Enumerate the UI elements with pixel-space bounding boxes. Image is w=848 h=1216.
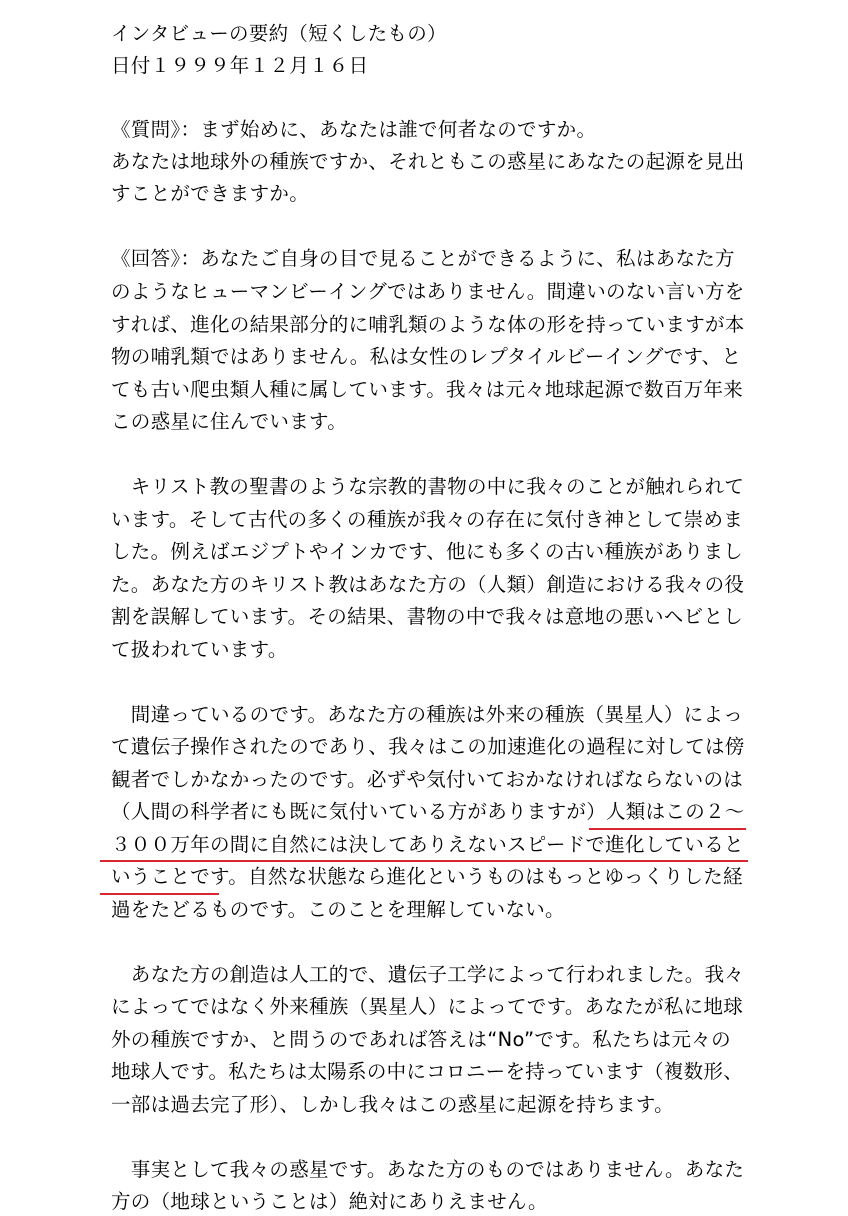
answer-line: 外の種族ですか、と問うのであれば答えは“No”です。私たちは元々の bbox=[111, 1028, 731, 1051]
document-title: インタビューの要約（短くしたもの） bbox=[111, 22, 447, 45]
answer-line: 割を誤解しています。その結果、書物の中で我々は意地の悪いヘビとし bbox=[111, 605, 744, 628]
answer-line: あなた方の創造は人工的で、遺伝子工学によって行われました。我々 bbox=[111, 963, 745, 986]
answer-line: た。あなた方のキリスト教はあなた方の（人類）創造における我々の役 bbox=[111, 573, 745, 596]
question-line: 《質問》：まず始めに、あなたは誰で何者なのですか。 bbox=[111, 118, 597, 141]
answer-line: によってではなく外来種族（異星人）によってです。あなたが私に地球 bbox=[111, 995, 744, 1018]
answer-line: いうことです。自然な状態なら進化というものはもっとゆっくりした経 bbox=[111, 865, 743, 888]
answer-line: （人間の科学者にも既に気付いている方がありますが）人類はこの２～ bbox=[111, 800, 745, 823]
answer-line: すれば、進化の結果部分的に哺乳類のような体の形を持っていますが本 bbox=[111, 313, 745, 336]
answer-line: のようなヒューマンビーイングではありません。間違いのない言い方を bbox=[111, 280, 745, 303]
question-line: すことができますか。 bbox=[111, 182, 310, 205]
answer-line: て扱われています。 bbox=[111, 638, 288, 661]
answer-line: 観者でしかなかったのです。必ずや気付いておかなければならないのは bbox=[111, 768, 744, 791]
answer-line: キリスト教の聖書のような宗教的書物の中に我々のことが触れられて bbox=[111, 475, 745, 498]
highlight-underline bbox=[100, 860, 748, 862]
highlight-underline bbox=[100, 893, 219, 895]
answer-line: 方の（地球ということは）絶対にありえません。 bbox=[111, 1190, 548, 1213]
answer-line: ３００万年の間に自然には決してありえないスピードで進化していると bbox=[111, 833, 744, 856]
answer-line: 過をたどるものです。このことを理解していない。 bbox=[111, 898, 565, 921]
question-line: あなたは地球外の種族ですか、それともこの惑星にあなたの起源を見出 bbox=[111, 150, 745, 173]
answer-line: した。例えばエジプトやインカです、他にも多くの古い種族がありまし bbox=[111, 540, 744, 563]
answer-line: います。そして古代の多くの種族が我々の存在に気付き神として崇めま bbox=[111, 508, 744, 531]
answer-line: 地球人です。私たちは太陽系の中にコロニーを持っています（複数形、 bbox=[111, 1060, 744, 1083]
document-date: 日付１９９９年１２月１６日 bbox=[111, 54, 369, 77]
highlight-underline bbox=[589, 828, 746, 830]
answer-line: 物の哺乳類ではありません。私は女性のレプタイルビーイングです、と bbox=[111, 345, 742, 368]
answer-line: 間違っているのです。あなた方の種族は外来の種族（異星人）によっ bbox=[111, 703, 744, 726]
answer-line: ても古い爬虫類人種に属しています。我々は元々地球起源で数百万年来 bbox=[111, 378, 744, 401]
answer-line: 事実として我々の惑星です。あなた方のものではありません。あなた bbox=[111, 1158, 745, 1181]
answer-line: 《回答》：あなたご自身の目で見ることができるように、私はあなた方 bbox=[111, 247, 735, 270]
answer-line: 一部は過去完了形）、しかし我々はこの惑星に起源を持ちます。 bbox=[111, 1093, 674, 1116]
answer-line: この惑星に住んでいます。 bbox=[111, 410, 348, 433]
answer-line: て遺伝子操作されたのであり、我々はこの加速進化の過程に対しては傍 bbox=[111, 735, 745, 758]
